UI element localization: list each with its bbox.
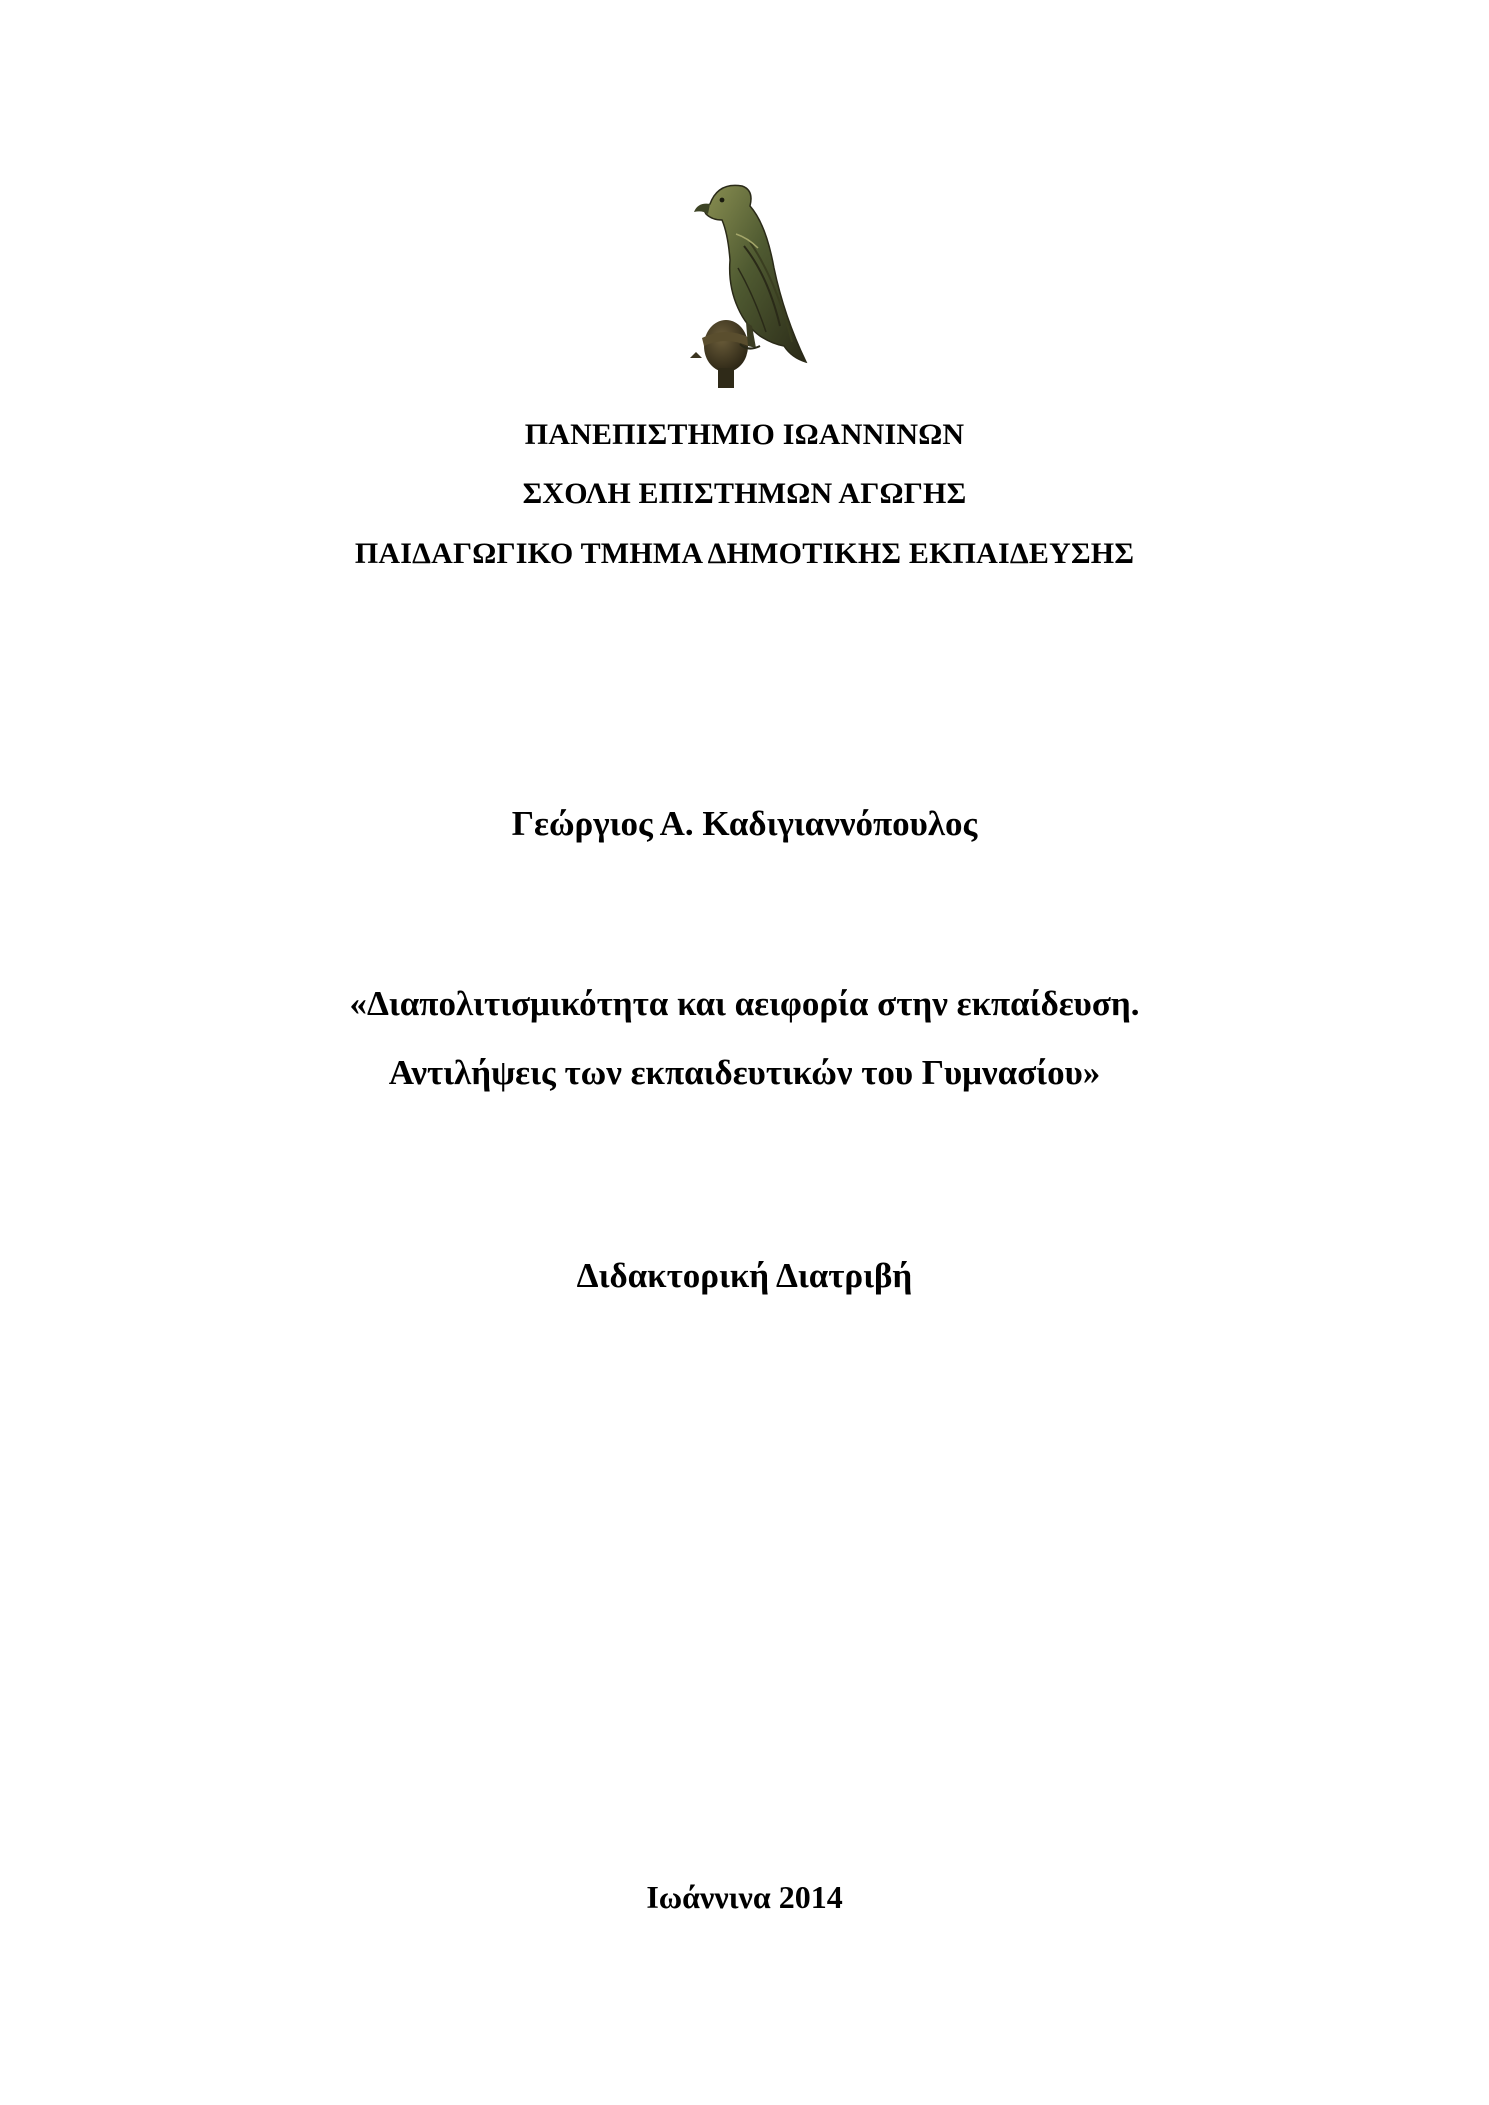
document-type: Διδακτορική Διατριβή (576, 1256, 913, 1295)
thesis-title-line-2: Αντιλήψεις των εκπαιδευτικών του Γυμνασίου» (388, 1053, 1101, 1092)
university-name: ΠΑΝΕΠΙΣΤΗΜΙΟ ΙΩΑΝΝΙΝΩΝ (524, 418, 965, 451)
thesis-title-line-1: «Διαπολιτισμικότητα και αειφορία στην εκπαίδευση. (349, 984, 1140, 1023)
place-and-year: Ιωάννινα 2014 (646, 1879, 843, 1915)
author-name: Γεώργιος Α. Καδιγιαννόπουλος (511, 804, 978, 843)
school-name: ΣΧΟΛΗ ΕΠΙΣΤΗΜΩΝ ΑΓΩΓΗΣ (522, 477, 967, 510)
eagle-on-sphere-emblem-icon (688, 176, 816, 394)
department-name: ΠΑΙΔΑΓΩΓΙΚΟ ΤΜΗΜΑ ΔΗΜΟΤΙΚΗΣ ΕΚΠΑΙΔΕΥΣΗΣ (354, 537, 1135, 570)
